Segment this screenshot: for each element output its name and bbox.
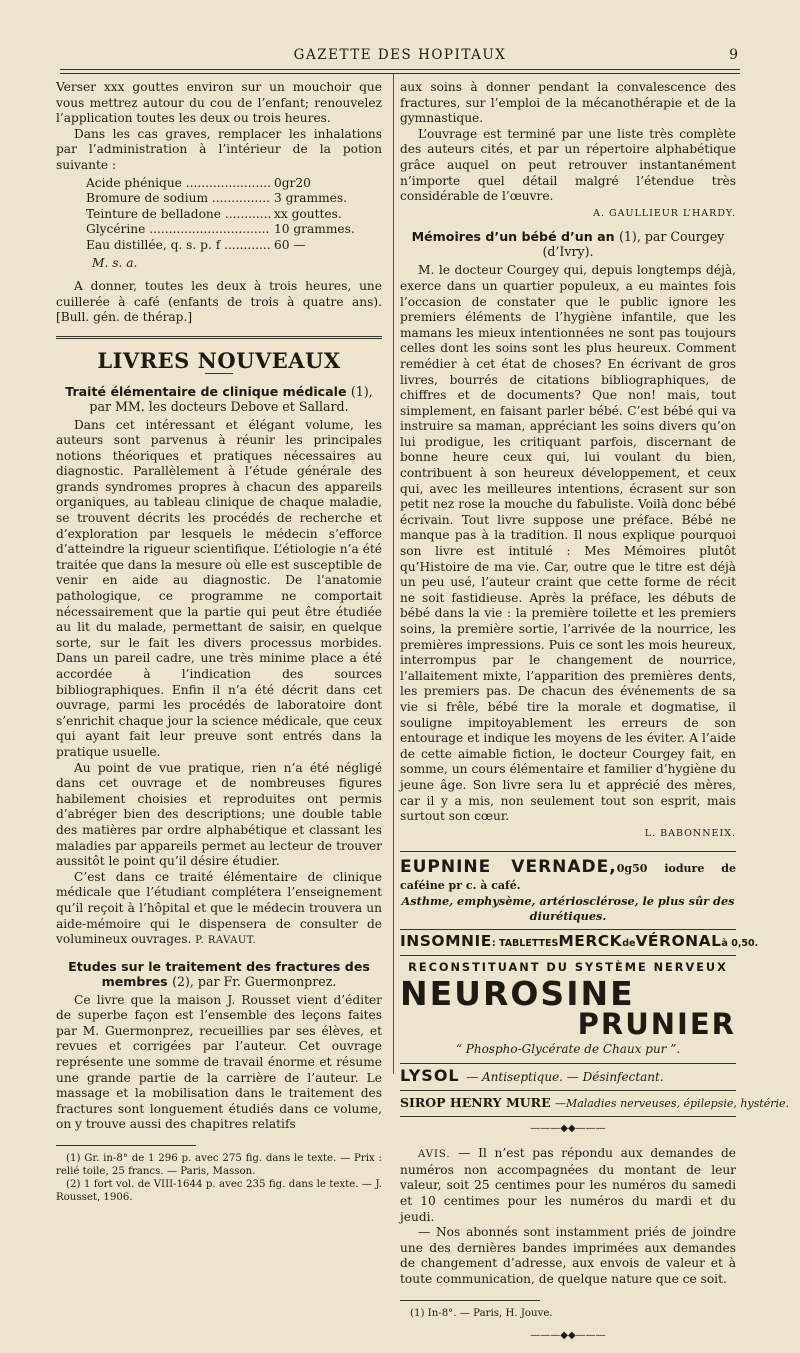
formula-signature: M. s. a. — [92, 255, 138, 270]
article-paragraph: Au point de vue pratique, rien n’a été négligé dans cet ouvrage et de nombreuses figures habilement choisies et reproduites ont permis d’abréger bien des descriptions; une double table des matières par ordre alphabétique et classant les maladies par appareils permet au lecteur de trouver aussitôt le point qu’il désire étudier. — [56, 760, 382, 869]
article-signature: P. RAVAUT. — [195, 935, 257, 947]
ad-rule — [400, 929, 736, 930]
footnote: (2) 1 fort vol. de VIII-1644 p. avec 235 fig. dans le texte. — J. Rousset, 1906. — [56, 1179, 382, 1204]
ad-rule — [400, 1090, 736, 1091]
article-paragraph: Ce livre que la maison J. Rousset vient d’éditer de superbe façon est l’ensemble des leçons faites par M. Guermonprez, recueillies par ses élèves, et revues et corrigées par l’auteur. Cet ouvrage représente une somme de travail énorme et résume une grande partie de la carrière de l’auteur. Le massage et la mobilisation dans le traitement des fractures sont longuement étudiés dans ce volume, on y trouve aussi des chapitres relatifs — [56, 992, 382, 1132]
page-number: 9 — [729, 47, 738, 63]
page-header — [60, 47, 740, 67]
ad-sirop: SIROP HENRY MURE —Maladies nerveuses, épilepsie, hystérie. — [400, 1095, 789, 1111]
intro-paragraph-2: Dans les cas graves, remplacer les inhalations par l’administration à l’intérieur de la potion suivante : — [56, 126, 382, 172]
article-paragraph: Dans cet intéressant et élégant volume, les auteurs sont parvenus à réunir les principales notions théoriques et pratiques nécessaires au diagnostic. Parallèlement à l’étude générale des grands syndromes propres à chacun des appareils organiques, au tableau clinique de chaque maladie, se trouvent décrits les procédés de recherche et d’exploration par lesquels le médecin s’efforce d’atteindre la rigueur scientifique. L’étiologie n’a été traitée que dans la mesure où elle est susceptible de venir en aide au diagnostic. De l’anatomie pathologique, ce programme ne comportait nécessairement que la partie qui peut être étudiée au lit du malade, permettant de saisir, en quelque sorte, sur le fait les divers processus morbides. Dans un pareil cadre, une très minime place a été accordée à l’indication des sources bibliographiques. Enfin il n’a été décrit dans cet ouvrage, parmi les procédés de laboratoire dont s’enrichit chaque jour la science médicale, que ceux qui ayant fait leur preuve sont entrés dans la pratique usuelle. — [56, 417, 382, 759]
journal-title: GAZETTE DES HOPITAUX — [293, 47, 507, 63]
footnote: (1) In-8°. — Paris, H. Jouve. — [410, 1307, 553, 1319]
ad-rule — [400, 851, 736, 852]
ad-prunier-name: PRUNIER — [577, 1006, 736, 1041]
formula-row: Glycérine ..... 10 grammes. — [86, 222, 356, 238]
ad-rule — [400, 1063, 736, 1064]
formula-row: Teinture de belladone ..... xx gouttes. — [86, 207, 356, 223]
article-signature: L. BABONNEIX. — [644, 827, 736, 839]
notice-label: AVIS. — [418, 1149, 451, 1161]
left-column — [56, 80, 382, 1204]
formula-row: Acide phénique ..... 0gr20 — [86, 176, 356, 192]
ad-rule — [400, 1116, 736, 1117]
ad-neurosine-tagline: “ Phospho-Glycérate de Chaux pur ”. — [455, 1041, 681, 1056]
article-signature: A. GAULLIEUR L’HARDY. — [593, 207, 736, 219]
article-paragraph: C’est dans ce traité élémentaire de clinique médicale que l’étudiant complétera l’enseignement qu’il reçoit à l’hôpital et que le médecin trouvera un aide-mémoire qui le dispensera de consulter de volumineux ouvrages. P. RAVAUT. — [56, 869, 382, 947]
header-rule-2 — [60, 73, 740, 74]
article-title: Mémoires d’un bébé d’un an (1), par Courgey (d’Ivry). — [411, 229, 725, 260]
ad-eupnine: EUPNINE VERNADE,0g50 iodure de caféine pr c. à café. — [400, 857, 736, 892]
article-paragraph: M. le docteur Courgey qui, depuis longtemps déjà, exerce dans un quartier populeux, a eu maintes fois l’occasion de constater que le public ignore les premiers éléments de l’hygiène infantile, que les mamans les mieux intentionnées ne sont pas toujours celles dont les soins sont les plus heureux. Comment remédier à cet état de choses? En écrivant de gros livres, bourrés de citations bibliographiques, de chiffres et de documents? Que non! mais, tout simplement, en faisant parler bébé. C’est bébé qui va instruire sa maman, appréciant les soins divers qu’on lui prodigue, les critiquant parfois, discernant de bonne heure ceux qui, lui voulant du bien, contribuent à son heureux développement, et ceux qui, avec les meilleures intentions, écrasent sur son petit nez rose la mouche du fabuliste. Voilà donc bébé écrivain. Tout livre suppose une préface. Bébé ne manque pas à la tradition. Il nous explique pourquoi son livre est intitulé : Mes Mémoires plutôt qu’Histoire de ma vie. Car, outre que le titre est déjà un peu usé, l’auteur craint que cette forme de récit ne soit fastidieuse. Après la préface, les débuts de bébé dans la vie : la première toilette et les premiers soins, la première sortie, l’arrivée de la nourrice, les premières impressions. Puis ce sont les mois heureux, interrompus par le changement de nourrice, l’allaitement mixte, l’apparition des premières dents, les premiers pas. De chacun des événements de sa vie si frêle, bébé tire la morale et dogmatise, il souligne impitoyablement les erreurs de son entourage et indique les moyens de les éviter. A l’aide de cette aimable fiction, le docteur Courgey fait, en somme, un cours élémentaire et familier d’hygiène du jeune âge. Son livre sera lu et apprécié des mères, car il y a mis, non seulement tout son esprit, mais surtout son cœur. — [400, 263, 736, 824]
section-title: LIVRES NOUVEAUX — [97, 347, 341, 373]
ad-neurosine-header: RECONSTITUANT DU SYSTÈME NERVEUX — [408, 961, 728, 975]
column-divider — [393, 74, 394, 1074]
ad-neurosine-name: NEUROSINE — [400, 973, 635, 1013]
formula-row: Bromure de sodium ..... 3 grammes. — [86, 191, 356, 207]
footnote: (1) Gr. in-8° de 1 296 p. avec 275 fig. dans le texte. — Prix : relié toile, 25 francs. — Paris, Masson. — [56, 1153, 382, 1178]
article-title: Traité élémentaire de clinique médicale (1), par MM. les docteurs Debove et Sallard. — [65, 383, 373, 414]
notice-paragraph: — Nos abonnés sont instamment priés de joindre une des dernières bandes imprimées aux demandes de changement d’adresse, aux envois de valeur et à toute communication, de quelque nature que ce soit. — [400, 1225, 736, 1286]
ad-rule — [400, 955, 736, 956]
formula-row: Eau distillée, q. s. p. f ..... 60 — — [86, 238, 356, 254]
footnote-rule — [56, 1145, 196, 1146]
ornament-divider: ———◆◆——— — [530, 1329, 606, 1341]
ornament-divider: ———◆◆——— — [530, 1122, 606, 1134]
section-rule — [56, 336, 382, 339]
ad-lysol: LYSOL — Antiseptique. — Désinfectant. — [400, 1066, 664, 1086]
article-paragraph: aux soins à donner pendant la convalescence des fractures, sur l’emploi de la mécanothérapie et de la gymnastique. — [400, 80, 736, 126]
article-title: Etudes sur le traitement des fractures des membres (2), par Fr. Guermonprez. — [68, 958, 370, 989]
header-rule — [60, 69, 740, 70]
ad-insomnie: INSOMNIE: TABLETTESMERCKdeVÉRONALà 0,50. — [400, 931, 759, 950]
footnote-rule — [400, 1300, 540, 1301]
intro-paragraph: Verser xxx gouttes environ sur un mouchoir que vous mettrez autour du cou de l’enfant; renouvelez l’application toutes les deux ou trois heures. — [56, 80, 382, 126]
prescription-formula — [86, 176, 382, 254]
intro-paragraph-3: A donner, toutes les deux à trois heures, une cuillerée à café (enfants de trois à quatre ans). [Bull. gén. de thérap.] — [56, 279, 382, 325]
article-paragraph: L’ouvrage est terminé par une liste très complète des auteurs cités, et par un répertoire alphabétique grâce auquel on peut retrouver instantanément n’importe quel détail malgré l’étendue très considérable de l’œuvre. — [400, 126, 736, 204]
right-column — [400, 80, 789, 1353]
notice-paragraph: AVIS. — Il n’est pas répondu aux demandes de numéros non accompagnées du montant de leur valeur, soit 25 centimes pour les numéros du samedi et 10 centimes pour les numéros du mardi et du jeudi. — [400, 1146, 736, 1224]
ad-eupnine-tagline: Asthme, emphysème, artériosclérose, le plus sûr des diurétiques. — [401, 893, 735, 924]
